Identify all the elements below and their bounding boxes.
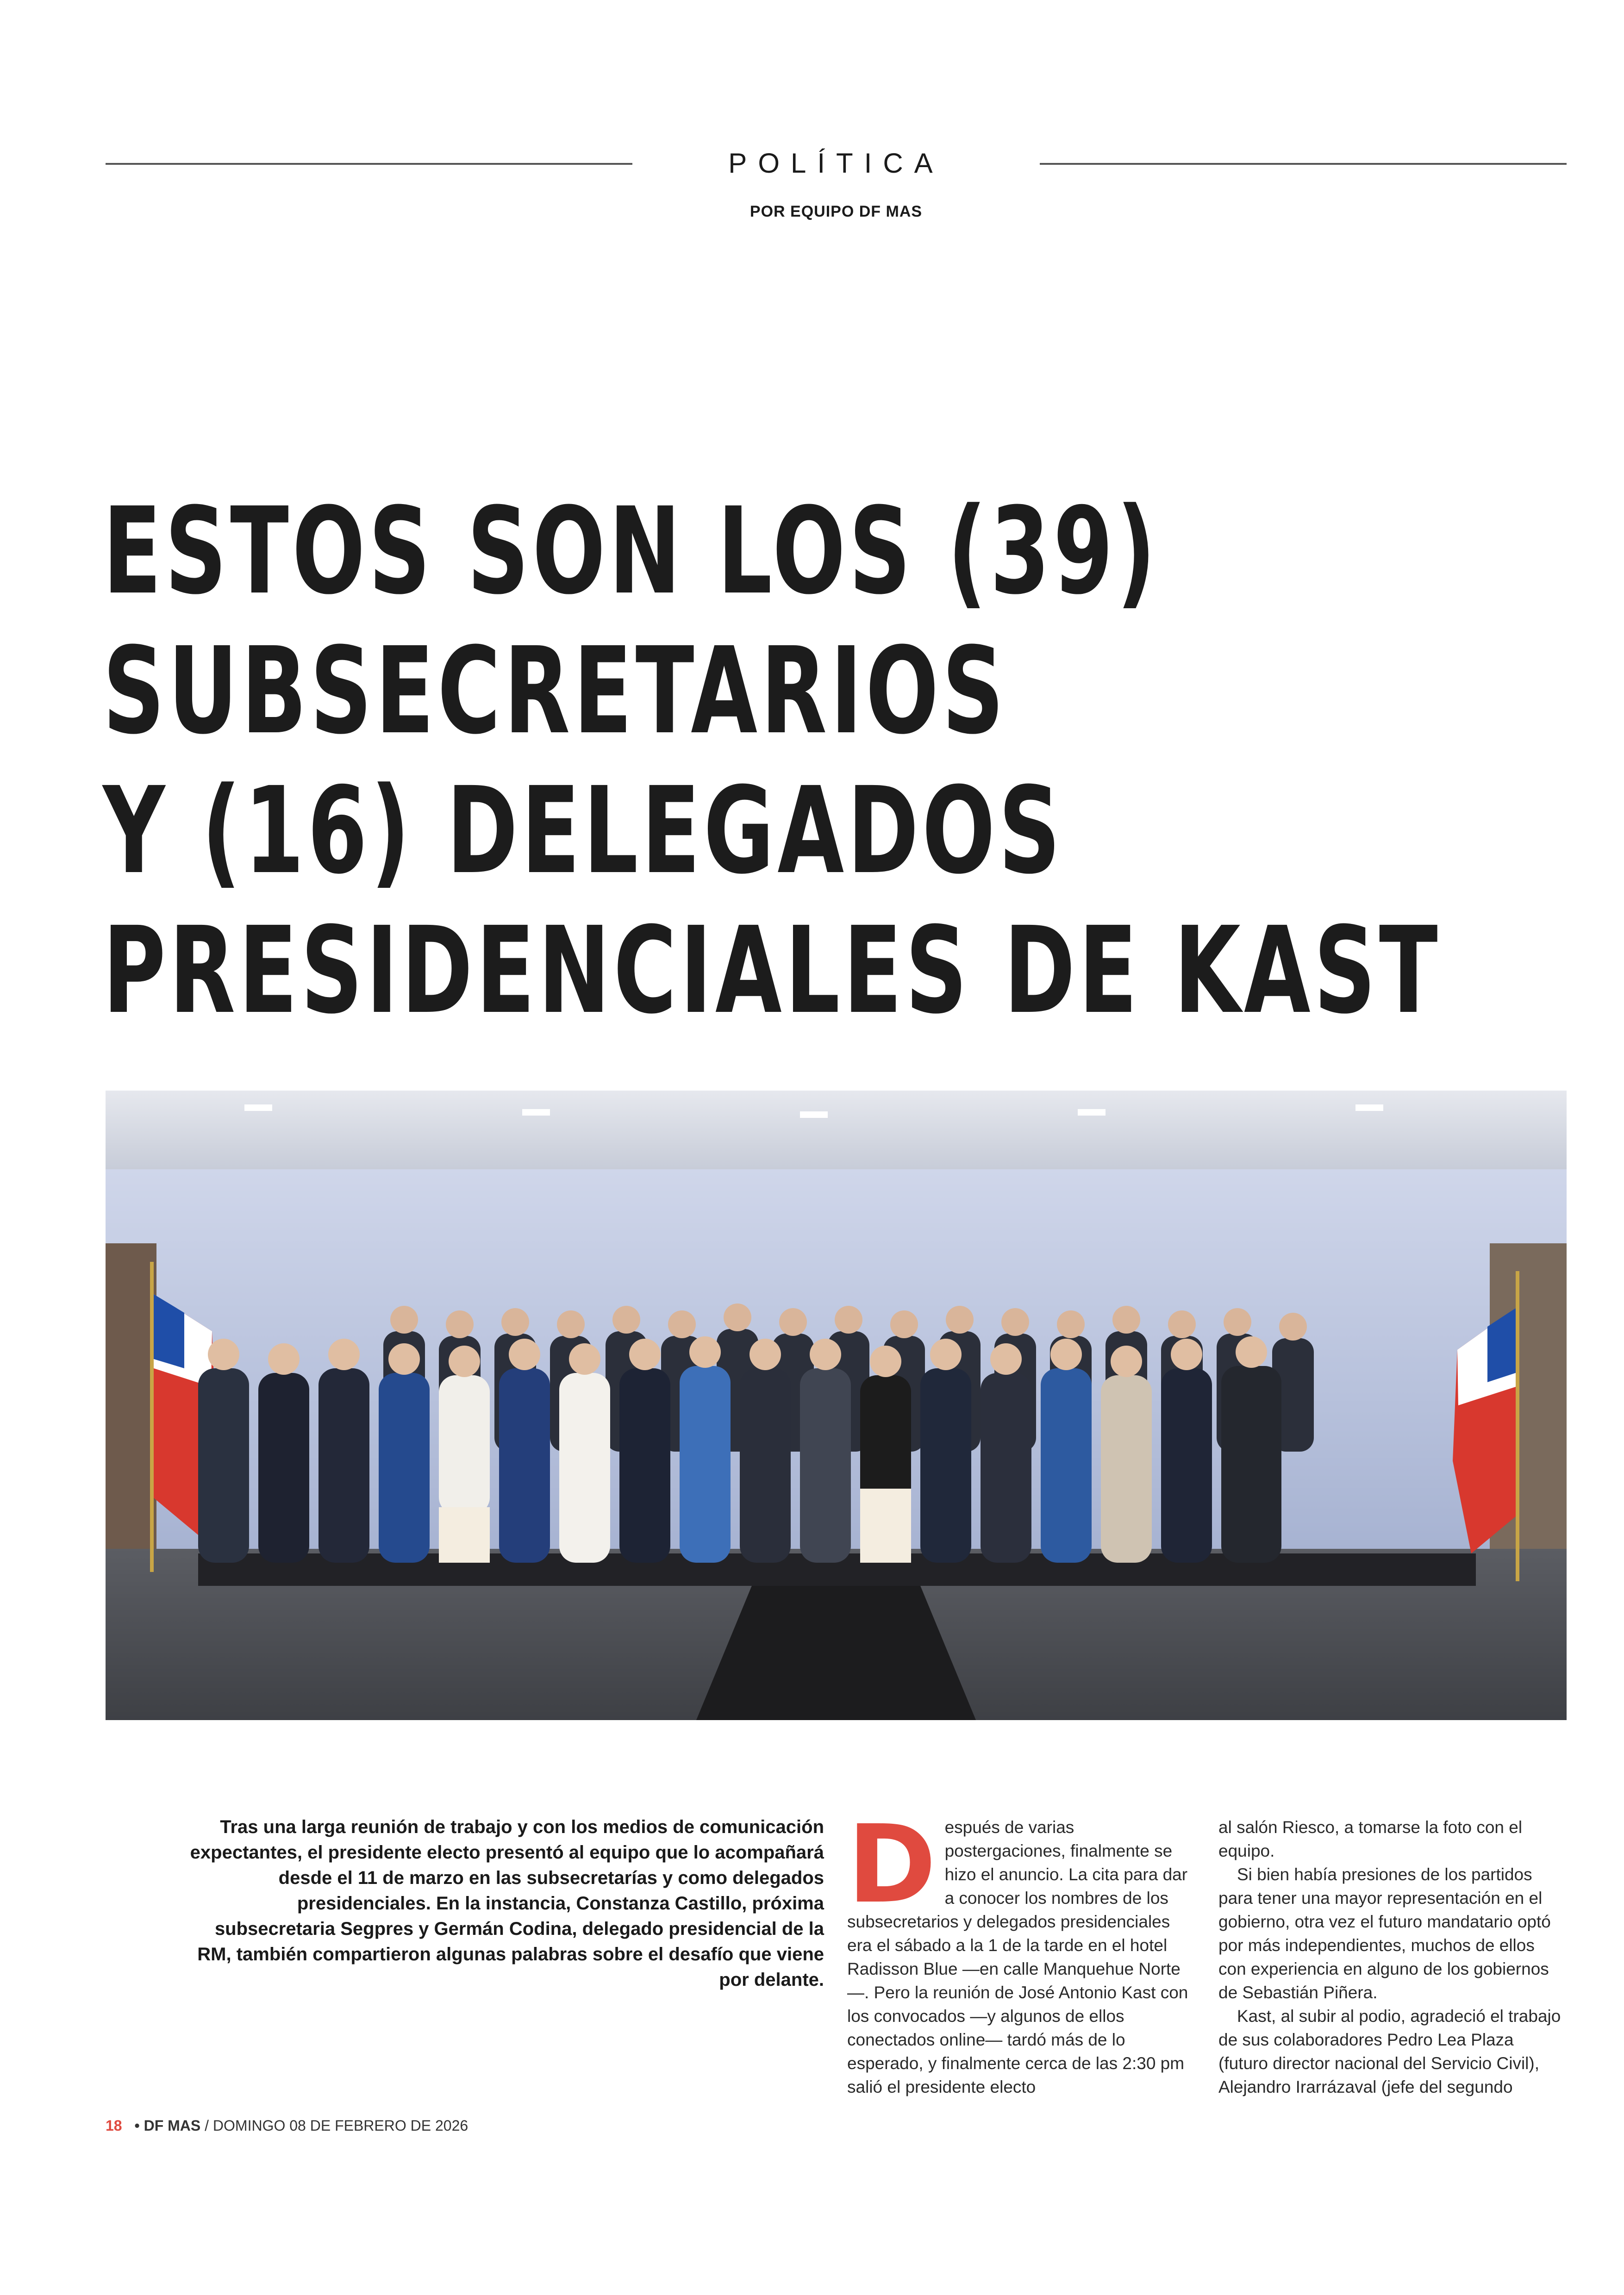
publication-name: • DF MAS	[134, 2117, 201, 2134]
body-column-2	[1218, 1815, 1561, 2099]
lead-paragraph: Tras una larga reunión de trabajo y con los medios de comunicación expectantes, el presidente electo presentó al equipo que lo acompañará desde el 11 de marzo en las subsecretarías y como delegados presidenciales. En la instancia, Constanza Castillo, próxima subsecretaria Segpres y Germán Codina, delegado presidencial de la RM, también compartieron algunas palabras sobre el desafío que viene por delante.	[190, 1817, 824, 1990]
headline-line-3: Y (16) DELEGADOS	[103, 761, 1064, 900]
header-rule-left	[106, 163, 632, 165]
body-paragraph: Kast, al subir al podio, agradeció el trabajo de sus colaboradores Pedro Lea Plaza (futuro director nacional del Servicio Civil), Alejandro Irarrázaval (jefe del segundo	[1218, 2007, 1561, 2096]
header-rule-right	[1040, 163, 1567, 165]
section-label: POLÍTICA	[728, 148, 944, 179]
issue-date: / DOMINGO 08 DE FEBRERO DE 2026	[205, 2117, 468, 2134]
headline-line-1: ESTOS SON LOS (39)	[103, 482, 1159, 621]
page-footer	[106, 2117, 468, 2134]
headline	[103, 481, 1584, 1041]
group-photo-illustration	[106, 1091, 1567, 1720]
byline: POR EQUIPO DF MAS	[750, 203, 923, 220]
drop-cap: D	[847, 1802, 937, 1927]
page-number: 18	[106, 2117, 122, 2134]
body-column-1	[847, 1802, 1190, 2099]
body-column-1-text: espués de varias postergaciones, finalmente se hizo el anuncio. La cita para dar a conocer los nombres de los subsecretarios y delegados presidenciales era el sábado a la 1 de la tarde en el hotel Radisson Blue —en calle Manquehue Norte—. Pero la reunión de José Antonio Kast con los convocados —y algunos de ellos conectados online— tardó más de lo esperado, y finalmente cerca de las 2:30 pm salió el presidente electo	[847, 1818, 1188, 2096]
group-photo	[106, 1091, 1567, 1720]
body-paragraph: al salón Riesco, a tomarse la foto con el equipo.	[1218, 1818, 1523, 1860]
body-paragraph: Si bien había presiones de los partidos para tener una mayor representación en el gobierno, otra vez el futuro mandatario optó por más independientes, muchos de ellos con experiencia en alguno de los gobiernos de Sebastián Piñera.	[1218, 1865, 1551, 2002]
headline-line-4: PRESIDENCIALES DE KAST	[103, 901, 1441, 1040]
headline-line-2: SUBSECRETARIOS	[103, 622, 1007, 761]
